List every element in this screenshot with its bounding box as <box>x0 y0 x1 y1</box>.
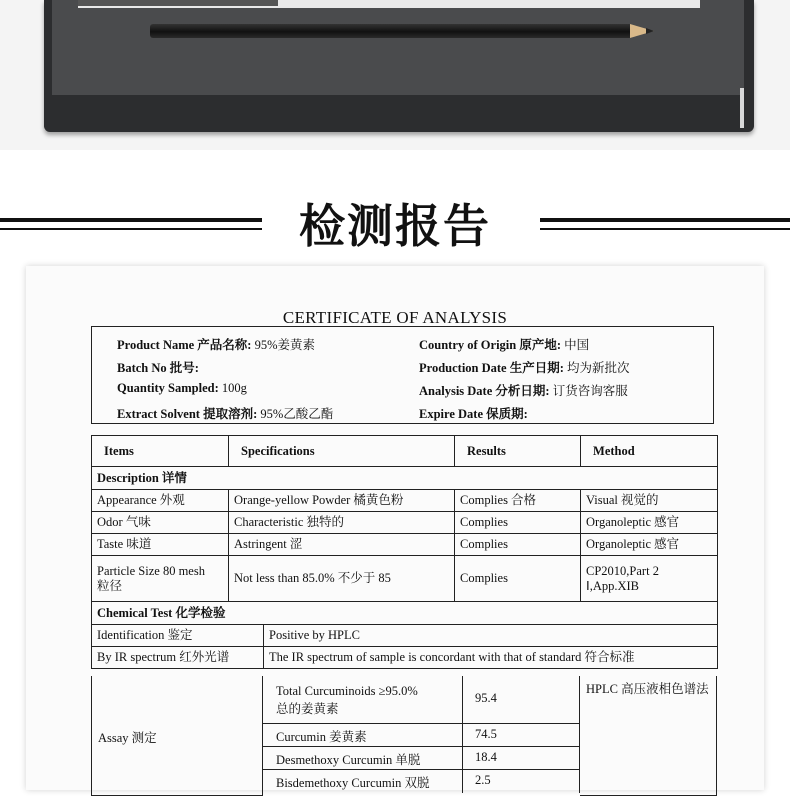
batch-field <box>117 358 199 376</box>
page-title: 检测报告 <box>299 199 491 253</box>
particle-item <box>92 556 229 602</box>
analysis-label: Analysis Date 分析日期: <box>419 384 550 398</box>
assay-total-value: 95.4 <box>463 676 580 724</box>
header-specifications: Specifications <box>229 436 455 467</box>
expire-field <box>419 404 528 422</box>
assay-bisdemethoxy-value: 2.5 <box>463 770 580 793</box>
solvent-label: Extract Solvent 提取溶剂: <box>117 407 258 421</box>
specification-table <box>91 435 718 669</box>
assay-bisdemethoxy-name: Bisdemethoxy Curcumin 双脱 <box>263 770 463 793</box>
header-items: Items <box>92 436 229 467</box>
table-header-row <box>92 436 718 467</box>
quantity-value: 100g <box>221 381 247 395</box>
row-method: Visual 视觉的 <box>581 490 718 512</box>
batch-label: Batch No 批号: <box>117 361 199 375</box>
analysis-field <box>419 381 628 399</box>
particle-item-line1: Particle Size 80 mesh <box>97 563 205 578</box>
table-row-particle <box>92 556 718 602</box>
expire-label: Expire Date 保质期: <box>419 407 528 421</box>
assay-total-name: Total Curcuminoids ≥95.0% <box>276 684 418 698</box>
row-item: Appearance 外观 <box>92 490 229 512</box>
product-name-value: 95%姜黄素 <box>254 338 316 352</box>
table-row <box>92 534 718 556</box>
clip-wire <box>740 88 744 128</box>
assay-desmethoxy-value: 18.4 <box>463 747 580 770</box>
assay-item: Assay 测定 <box>98 731 157 745</box>
ir-item: By IR spectrum 红外光谱 <box>92 647 264 669</box>
particle-method <box>581 556 718 602</box>
ir-value: The IR spectrum of sample is concordant with that of standard 符合标准 <box>264 647 718 669</box>
analysis-value: 订货咨询客服 <box>552 384 628 398</box>
solvent-field <box>117 404 333 422</box>
info-box <box>91 326 714 424</box>
certificate-document <box>26 266 764 790</box>
section-row <box>92 467 718 490</box>
row-spec: Orange-yellow Powder 橘黄色粉 <box>229 490 455 512</box>
pencil-lead-icon <box>646 28 654 34</box>
row-method: Organoleptic 感官 <box>581 534 718 556</box>
product-name-label: Product Name 产品名称: <box>117 338 252 352</box>
production-field <box>419 358 630 376</box>
particle-method-line1: CP2010,Part 2 <box>586 563 659 578</box>
production-value: 均为新批次 <box>567 361 630 375</box>
table-row <box>92 625 718 647</box>
country-value: 中国 <box>564 338 590 352</box>
row-spec: Characteristic 独特的 <box>229 512 455 534</box>
row-item: Odor 气味 <box>92 512 229 534</box>
particle-item-line2: 粒径 <box>97 578 123 593</box>
assay-curcumin-value: 74.5 <box>463 724 580 747</box>
row-method: Organoleptic 感官 <box>581 512 718 534</box>
table-row <box>92 647 718 669</box>
assay-desmethoxy-name: Desmethoxy Curcumin 单脱 <box>263 747 463 770</box>
header-results: Results <box>455 436 581 467</box>
section-row <box>92 602 718 625</box>
assay-item-cell <box>91 676 263 796</box>
row-result: Complies <box>455 512 581 534</box>
header-method: Method <box>581 436 718 467</box>
product-name-field <box>117 335 315 353</box>
section-heading <box>0 190 790 253</box>
row-result: Complies 合格 <box>455 490 581 512</box>
table-row <box>92 512 718 534</box>
row-item: Taste 味道 <box>92 534 229 556</box>
clipboard-photo <box>0 0 790 150</box>
assay-block <box>91 676 717 796</box>
quantity-field <box>117 381 247 396</box>
chemical-section: Chemical Test 化学检验 <box>92 602 718 625</box>
assay-row-name <box>263 676 463 724</box>
assay-curcumin-name: Curcumin 姜黄素 <box>263 724 463 747</box>
particle-result: Complies <box>455 556 581 602</box>
particle-method-line2: Ⅰ,App.XIB <box>586 578 640 593</box>
table-row <box>92 490 718 512</box>
assay-method-cell: HPLC 高压液相色谱法 <box>580 676 717 796</box>
identification-value: Positive by HPLC <box>264 625 718 647</box>
identification-item: Identification 鉴定 <box>92 625 264 647</box>
assay-total-name-cn: 总的姜黄素 <box>276 702 339 716</box>
country-field <box>419 335 589 353</box>
row-result: Complies <box>455 534 581 556</box>
quantity-label: Quantity Sampled: <box>117 381 219 395</box>
clipboard-inner <box>52 0 744 95</box>
particle-spec: Not less than 85.0% 不少于 85 <box>229 556 455 602</box>
row-spec: Astringent 涩 <box>229 534 455 556</box>
production-label: Production Date 生产日期: <box>419 361 564 375</box>
paper-edge-shadow <box>78 0 278 6</box>
country-label: Country of Origin 原产地: <box>419 338 562 352</box>
solvent-value: 95%乙酸乙酯 <box>260 407 334 421</box>
certificate-title: CERTIFICATE OF ANALYSIS <box>282 308 508 327</box>
pencil-icon <box>150 24 630 38</box>
description-section: Description 详情 <box>92 467 718 490</box>
